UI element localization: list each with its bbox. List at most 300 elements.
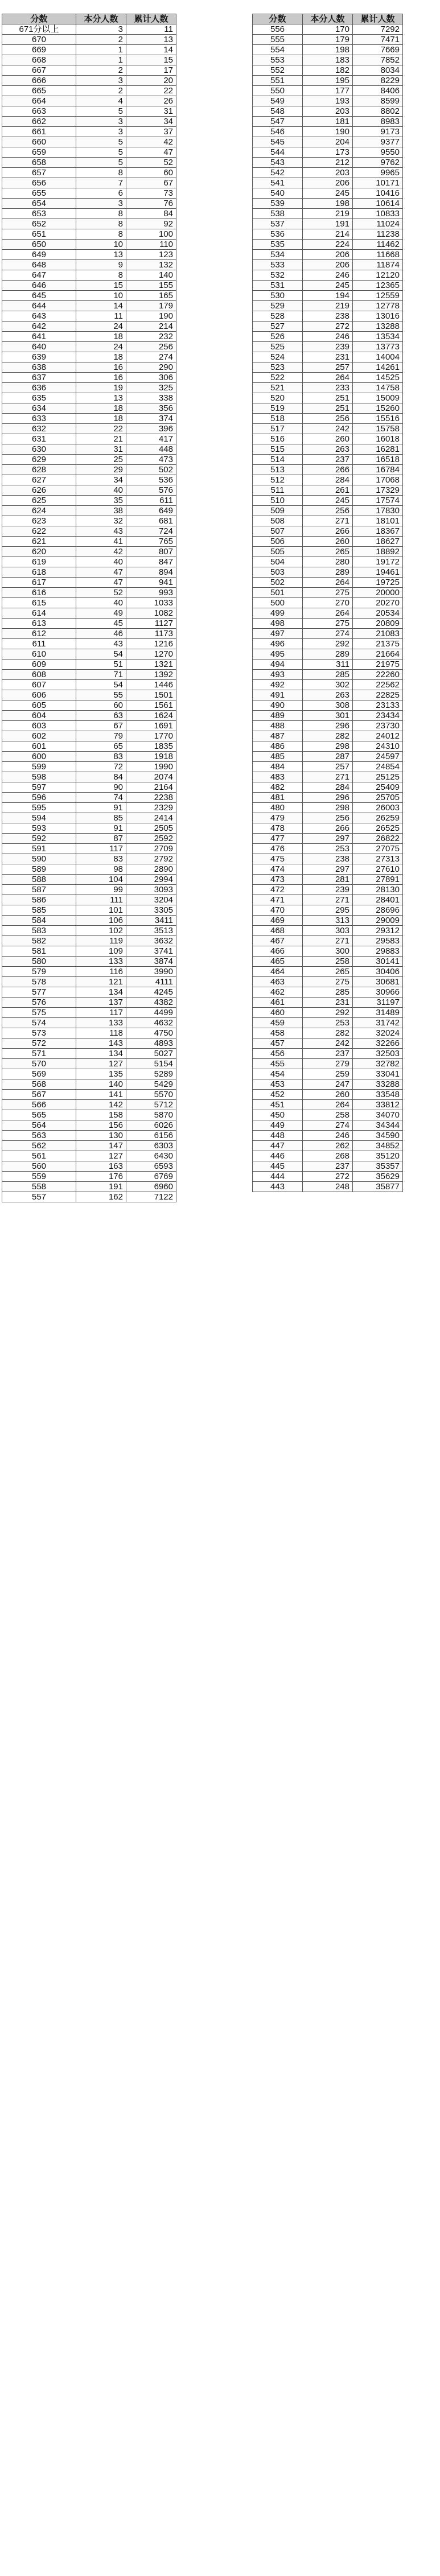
cell-count: 261 [303, 485, 353, 496]
cell-count: 72 [76, 762, 126, 772]
cell-cumulative: 576 [126, 485, 176, 496]
table-row [253, 803, 403, 813]
cell-score: 624 [2, 506, 76, 516]
table-row [253, 342, 403, 352]
cell-cumulative: 179 [126, 301, 176, 311]
cell-cumulative: 34590 [353, 1131, 403, 1141]
cell-count: 156 [76, 1120, 126, 1131]
cell-count: 266 [303, 526, 353, 537]
cell-count: 118 [76, 1028, 126, 1038]
cell-count: 271 [303, 936, 353, 946]
table-row [2, 721, 176, 731]
cell-score: 614 [2, 608, 76, 619]
table-row [253, 1090, 403, 1100]
cell-cumulative: 31742 [353, 1018, 403, 1028]
cell-score: 580 [2, 957, 76, 967]
table-row [2, 690, 176, 700]
cell-cumulative: 29009 [353, 916, 403, 926]
cell-count: 40 [76, 598, 126, 608]
cell-count: 292 [303, 639, 353, 649]
cell-score: 581 [2, 946, 76, 957]
cell-count: 15 [76, 281, 126, 291]
cell-count: 141 [76, 1090, 126, 1100]
cell-count: 43 [76, 526, 126, 537]
cell-score: 528 [253, 311, 303, 322]
cell-cumulative: 67 [126, 178, 176, 188]
cell-cumulative: 8034 [353, 65, 403, 76]
cell-count: 274 [303, 629, 353, 639]
cell-score: 554 [253, 45, 303, 55]
cell-cumulative: 21664 [353, 649, 403, 660]
table-row [253, 1141, 403, 1151]
table-row [2, 844, 176, 854]
cell-score: 524 [253, 352, 303, 362]
cell-score: 639 [2, 352, 76, 362]
cell-score: 621 [2, 537, 76, 547]
cell-score: 665 [2, 86, 76, 96]
table-row [2, 629, 176, 639]
table-row [253, 844, 403, 854]
cell-score: 644 [2, 301, 76, 311]
table-row [2, 916, 176, 926]
cell-score: 473 [253, 875, 303, 885]
cell-score: 546 [253, 127, 303, 137]
cell-score: 449 [253, 1120, 303, 1131]
header-cumulative: 累计人数 [126, 14, 176, 24]
cell-cumulative: 32782 [353, 1059, 403, 1069]
cell-count: 206 [303, 178, 353, 188]
cell-count: 63 [76, 711, 126, 721]
cell-score: 460 [253, 1008, 303, 1018]
cell-count: 242 [303, 1038, 353, 1049]
cell-cumulative: 611 [126, 496, 176, 506]
cell-count: 263 [303, 444, 353, 455]
cell-score: 600 [2, 752, 76, 762]
cell-score: 626 [2, 485, 76, 496]
cell-cumulative: 18367 [353, 526, 403, 537]
table-row [253, 291, 403, 301]
cell-count: 31 [76, 444, 126, 455]
cell-cumulative: 5289 [126, 1069, 176, 1079]
cell-cumulative: 34070 [353, 1110, 403, 1120]
table-row [2, 1100, 176, 1110]
cell-score: 563 [2, 1131, 76, 1141]
cell-cumulative: 27610 [353, 864, 403, 875]
cell-score: 462 [253, 987, 303, 998]
cell-count: 274 [303, 1120, 353, 1131]
cell-cumulative: 8802 [353, 106, 403, 117]
table-row [2, 301, 176, 311]
table-row [2, 455, 176, 465]
cell-count: 237 [303, 1161, 353, 1172]
cell-score: 484 [253, 762, 303, 772]
cell-score: 455 [253, 1059, 303, 1069]
cell-count: 298 [303, 741, 353, 752]
cell-cumulative: 15758 [353, 424, 403, 434]
cell-count: 204 [303, 137, 353, 147]
cell-cumulative: 5154 [126, 1059, 176, 1069]
cell-cumulative: 21975 [353, 660, 403, 670]
table-row [2, 670, 176, 680]
cell-count: 281 [303, 875, 353, 885]
cell-score: 464 [253, 967, 303, 977]
cell-cumulative: 5429 [126, 1079, 176, 1090]
table-row [253, 229, 403, 240]
table-row [2, 680, 176, 690]
cell-count: 264 [303, 608, 353, 619]
cell-count: 25 [76, 455, 126, 465]
cell-count: 8 [76, 270, 126, 281]
table-row [253, 690, 403, 700]
cell-count: 296 [303, 721, 353, 731]
table-row [253, 219, 403, 229]
cell-count: 206 [303, 260, 353, 270]
cell-score: 505 [253, 547, 303, 557]
cell-count: 271 [303, 895, 353, 905]
cell-cumulative: 110 [126, 240, 176, 250]
cell-count: 203 [303, 168, 353, 178]
cell-score: 658 [2, 158, 76, 168]
cell-cumulative: 26525 [353, 823, 403, 834]
cell-score: 509 [253, 506, 303, 516]
table-row [2, 270, 176, 281]
cell-score: 549 [253, 96, 303, 106]
cell-count: 275 [303, 588, 353, 598]
table-row [2, 639, 176, 649]
table-row [253, 96, 403, 106]
cell-score: 537 [253, 219, 303, 229]
cell-cumulative: 34852 [353, 1141, 403, 1151]
cell-score: 452 [253, 1090, 303, 1100]
cell-score: 445 [253, 1161, 303, 1172]
cell-cumulative: 32266 [353, 1038, 403, 1049]
cell-cumulative: 1918 [126, 752, 176, 762]
table-row [2, 557, 176, 567]
cell-count: 3 [76, 199, 126, 209]
cell-count: 162 [76, 1192, 126, 1202]
cell-cumulative: 30406 [353, 967, 403, 977]
table-row [2, 106, 176, 117]
cell-score: 443 [253, 1182, 303, 1192]
cell-score: 467 [253, 936, 303, 946]
cell-cumulative: 2414 [126, 813, 176, 823]
table-row [2, 178, 176, 188]
table-row [253, 660, 403, 670]
cell-count: 275 [303, 619, 353, 629]
table-row [253, 1151, 403, 1161]
cell-count: 246 [303, 1131, 353, 1141]
table-row [2, 1079, 176, 1090]
cell-count: 3 [76, 24, 126, 35]
cell-cumulative: 32503 [353, 1049, 403, 1059]
cell-cumulative: 941 [126, 578, 176, 588]
cell-count: 49 [76, 608, 126, 619]
cell-score: 526 [253, 332, 303, 342]
table-row [253, 1100, 403, 1110]
header-cumulative: 累计人数 [353, 14, 403, 24]
table-row [253, 35, 403, 45]
cell-score: 664 [2, 96, 76, 106]
cell-cumulative: 17 [126, 65, 176, 76]
table-header-row [253, 14, 403, 24]
cell-cumulative: 28696 [353, 905, 403, 916]
table-row [253, 65, 403, 76]
cell-cumulative: 306 [126, 373, 176, 383]
header-score: 分数 [253, 14, 303, 24]
cell-cumulative: 33288 [353, 1079, 403, 1090]
cell-score: 627 [2, 475, 76, 485]
table-row [253, 455, 403, 465]
cell-count: 41 [76, 537, 126, 547]
cell-cumulative: 29312 [353, 926, 403, 936]
cell-count: 24 [76, 322, 126, 332]
cell-count: 5 [76, 137, 126, 147]
cell-score: 640 [2, 342, 76, 352]
cell-count: 11 [76, 311, 126, 322]
cell-score: 501 [253, 588, 303, 598]
cell-cumulative: 807 [126, 547, 176, 557]
cell-score: 538 [253, 209, 303, 219]
cell-count: 134 [76, 1049, 126, 1059]
cell-count: 247 [303, 1079, 353, 1090]
table-row [2, 158, 176, 168]
table-row [2, 229, 176, 240]
cell-score: 668 [2, 55, 76, 65]
cell-count: 21 [76, 434, 126, 444]
cell-score: 491 [253, 690, 303, 700]
cell-count: 116 [76, 967, 126, 977]
table-body [2, 24, 176, 1202]
cell-score: 663 [2, 106, 76, 117]
cell-score: 595 [2, 803, 76, 813]
table-row [2, 35, 176, 45]
cell-score: 661 [2, 127, 76, 137]
cell-count: 253 [303, 1018, 353, 1028]
table-row [253, 106, 403, 117]
cell-count: 3 [76, 76, 126, 86]
cell-score: 615 [2, 598, 76, 608]
cell-cumulative: 2890 [126, 864, 176, 875]
cell-cumulative: 5712 [126, 1100, 176, 1110]
cell-cumulative: 16281 [353, 444, 403, 455]
cell-cumulative: 3632 [126, 936, 176, 946]
cell-score: 516 [253, 434, 303, 444]
cell-score: 578 [2, 977, 76, 987]
table-row [253, 834, 403, 844]
cell-cumulative: 4893 [126, 1038, 176, 1049]
table-row [2, 905, 176, 916]
cell-cumulative: 10614 [353, 199, 403, 209]
cell-score: 571 [2, 1049, 76, 1059]
cell-score: 532 [253, 270, 303, 281]
cell-cumulative: 1173 [126, 629, 176, 639]
cell-score: 649 [2, 250, 76, 260]
cell-score: 483 [253, 772, 303, 782]
cell-count: 271 [303, 772, 353, 782]
cell-score: 470 [253, 905, 303, 916]
cell-cumulative: 14525 [353, 373, 403, 383]
cell-score: 520 [253, 393, 303, 403]
table-row [2, 496, 176, 506]
cell-count: 231 [303, 998, 353, 1008]
cell-score: 631 [2, 434, 76, 444]
table-row [2, 711, 176, 721]
cell-score: 535 [253, 240, 303, 250]
table-row [2, 926, 176, 936]
table-row [253, 629, 403, 639]
cell-cumulative: 14758 [353, 383, 403, 393]
table-row [253, 24, 403, 35]
table-row [253, 117, 403, 127]
table-body [253, 24, 403, 1192]
table-row [253, 199, 403, 209]
cell-cumulative: 26259 [353, 813, 403, 823]
cell-count: 43 [76, 639, 126, 649]
cell-count: 264 [303, 1100, 353, 1110]
cell-count: 3 [76, 117, 126, 127]
table-row [253, 854, 403, 864]
table-row [253, 823, 403, 834]
cell-cumulative: 1624 [126, 711, 176, 721]
cell-cumulative: 24012 [353, 731, 403, 741]
cell-cumulative: 214 [126, 322, 176, 332]
cell-score: 551 [253, 76, 303, 86]
cell-score: 619 [2, 557, 76, 567]
table-row [2, 168, 176, 178]
cell-cumulative: 25125 [353, 772, 403, 782]
table-row [2, 1192, 176, 1202]
cell-score: 584 [2, 916, 76, 926]
cell-cumulative: 6593 [126, 1161, 176, 1172]
cell-count: 9 [76, 260, 126, 270]
table-row [2, 793, 176, 803]
cell-count: 91 [76, 803, 126, 813]
cell-cumulative: 23434 [353, 711, 403, 721]
cell-score: 493 [253, 670, 303, 680]
cell-count: 84 [76, 772, 126, 782]
cell-count: 127 [76, 1059, 126, 1069]
cell-count: 91 [76, 823, 126, 834]
table-row [2, 864, 176, 875]
cell-cumulative: 18892 [353, 547, 403, 557]
cell-cumulative: 649 [126, 506, 176, 516]
cell-score: 465 [253, 957, 303, 967]
cell-score: 519 [253, 403, 303, 414]
cell-score: 476 [253, 844, 303, 854]
cell-score: 646 [2, 281, 76, 291]
cell-cumulative: 290 [126, 362, 176, 373]
cell-count: 18 [76, 414, 126, 424]
table-row [2, 895, 176, 905]
cell-count: 18 [76, 352, 126, 362]
cell-count: 134 [76, 987, 126, 998]
table-row [2, 383, 176, 393]
table-row [2, 1151, 176, 1161]
cell-count: 18 [76, 403, 126, 414]
table-row [253, 793, 403, 803]
cell-cumulative: 4245 [126, 987, 176, 998]
cell-score: 525 [253, 342, 303, 352]
cell-score: 463 [253, 977, 303, 987]
cell-count: 135 [76, 1069, 126, 1079]
cell-cumulative: 847 [126, 557, 176, 567]
cell-score: 565 [2, 1110, 76, 1120]
cell-count: 173 [303, 147, 353, 158]
cell-score: 587 [2, 885, 76, 895]
table-row [2, 660, 176, 670]
cell-cumulative: 3741 [126, 946, 176, 957]
cell-cumulative: 765 [126, 537, 176, 547]
cell-cumulative: 73 [126, 188, 176, 199]
table-row [253, 137, 403, 147]
table-row [253, 567, 403, 578]
cell-cumulative: 17574 [353, 496, 403, 506]
cell-score: 500 [253, 598, 303, 608]
cell-score: 506 [253, 537, 303, 547]
cell-score: 572 [2, 1038, 76, 1049]
cell-count: 203 [303, 106, 353, 117]
cell-count: 302 [303, 680, 353, 690]
cell-cumulative: 274 [126, 352, 176, 362]
cell-score: 618 [2, 567, 76, 578]
cell-score: 636 [2, 383, 76, 393]
cell-score: 573 [2, 1028, 76, 1038]
cell-cumulative: 7669 [353, 45, 403, 55]
table-row [253, 895, 403, 905]
cell-score: 659 [2, 147, 76, 158]
cell-cumulative: 3990 [126, 967, 176, 977]
cell-cumulative: 2994 [126, 875, 176, 885]
table-row [2, 823, 176, 834]
cell-count: 8 [76, 168, 126, 178]
cell-count: 127 [76, 1151, 126, 1161]
table-row [2, 619, 176, 629]
table-row [2, 1038, 176, 1049]
cell-cumulative: 11874 [353, 260, 403, 270]
cell-count: 177 [303, 86, 353, 96]
cell-score: 625 [2, 496, 76, 506]
cell-cumulative: 17830 [353, 506, 403, 516]
score-table-right [252, 14, 403, 1192]
table-row [253, 967, 403, 977]
cell-count: 38 [76, 506, 126, 516]
table-row [253, 977, 403, 987]
cell-count: 117 [76, 844, 126, 854]
cell-cumulative: 24310 [353, 741, 403, 752]
cell-cumulative: 232 [126, 332, 176, 342]
table-row [253, 916, 403, 926]
table-row [2, 414, 176, 424]
cell-cumulative: 30966 [353, 987, 403, 998]
cell-score: 497 [253, 629, 303, 639]
cell-count: 183 [303, 55, 353, 65]
cell-score: 643 [2, 311, 76, 322]
table-row [2, 967, 176, 977]
cell-cumulative: 4750 [126, 1028, 176, 1038]
cell-cumulative: 26 [126, 96, 176, 106]
cell-cumulative: 92 [126, 219, 176, 229]
cell-cumulative: 11238 [353, 229, 403, 240]
table-row [2, 506, 176, 516]
cell-cumulative: 6960 [126, 1182, 176, 1192]
cell-count: 142 [76, 1100, 126, 1110]
cell-count: 195 [303, 76, 353, 86]
cell-score: 591 [2, 844, 76, 854]
cell-score: 566 [2, 1100, 76, 1110]
cell-cumulative: 42 [126, 137, 176, 147]
table-row [2, 485, 176, 496]
cell-count: 79 [76, 731, 126, 741]
